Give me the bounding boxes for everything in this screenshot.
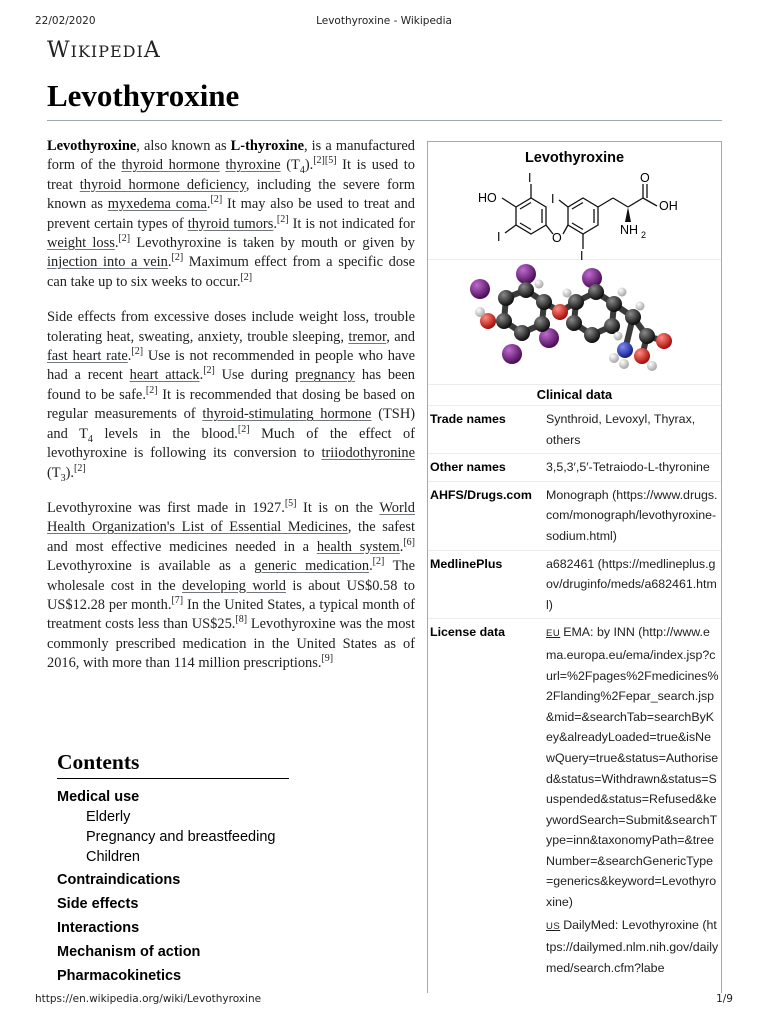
infobox-value: Synthroid, Levoxyl, Thyrax, others [546,412,696,447]
citation[interactable]: [2] [118,233,131,245]
print-page-number: 1/9 [716,993,733,1005]
citation[interactable]: [6] [403,536,416,548]
citation[interactable]: [5] [284,498,297,510]
ball-and-stick-model-image[interactable] [428,260,721,385]
citation[interactable]: [2] [210,194,223,206]
citation[interactable]: [2] [372,556,385,568]
wordmark-letter-w: W [47,38,71,63]
title-divider [47,120,722,121]
toc-item-pregnancy[interactable]: Pregnancy and breastfeeding [86,829,276,845]
link-triiodothyronine[interactable]: triiodothyronine [321,445,415,462]
print-footer [0,993,768,1007]
infobox-link-medlineplus[interactable]: a682461 (https://medlineplus.gov/druginfo/meds/a682461.html) [546,556,717,612]
citation[interactable]: [9] [321,653,334,665]
infobox-row-license-data [428,619,721,981]
infobox-section-clinical-data: Clinical data [428,385,721,406]
us-flag-icon: US [546,920,561,932]
wordmark-letter-a: A [143,38,161,63]
infobox-row-ahfs [428,482,721,551]
link-thyroid-tumors[interactable]: thyroid tumors [187,215,274,232]
infobox-row-other-names [428,454,721,482]
lead-paragraph-2: Side effects from excessive doses include weight loss, trouble tolerating heat, sweating, anxiety, trouble sleeping, tremor, and fast heart rate.[2] Use is not recommended in people who have had a recent heart attack.[2] Use during pregnancy has been found to be safe.[2] It is recommended that dosing be based on regular measurements of thyroid-stimulating hormone (TSH) and $T_4$ levels in the blood.[2] Much of the effect of levothyroxine is following its conversion to triiodothyronine $(T_3).[2]$ [47,309,416,484]
citation[interactable]: [2] [237,423,250,435]
label-ether-oxygen: O [552,231,562,245]
label-ho: HO [478,191,497,205]
infobox-label: MedlinePlus [430,556,503,571]
link-fast-heart-rate[interactable]: fast heart rate [47,348,128,365]
link-generic-medication[interactable]: generic medication [254,558,370,575]
citation[interactable]: [2] [240,272,253,284]
link-injection-into-a-vein[interactable]: injection into a vein [47,254,168,271]
citation[interactable]: [2] [131,346,144,358]
toc-item-side-effects[interactable]: Side effects [57,896,139,912]
drug-infobox [427,141,722,993]
eu-flag-icon: EU [546,628,561,640]
print-url[interactable]: https://en.wikipedia.org/wiki/Levothyroxine [35,993,262,1005]
citation[interactable]: [2] [145,385,158,397]
link-tremor[interactable]: tremor [348,328,387,345]
label-nh-subscript: 2 [641,230,647,240]
citation[interactable]: [7] [171,595,184,607]
link-thyroid-hormone[interactable]: thyroid hormone [121,157,220,174]
skeletal-formula-image[interactable] [428,170,721,260]
toc-item-children[interactable]: Children [86,849,140,865]
label-nh: NH [620,223,639,237]
print-header [0,15,768,29]
lead-paragraph-3: Levothyroxine was first made in 1927.[5] It is on the World Health Organization's List of Essential Medicines, the safest and most effective medicines needed in a health system.[6] Levothyroxine is available as a generic medication.[2] The wholesale cost in the developing world is about US$0.58 to US$12.28 per month.[7] In the United States, a typical month of treatment costs less than US$25.[8] Levothyroxine was the most commonly prescribed medication in the United States as of 2016, with more than 114 million prescriptions.[9] [47,498,416,672]
infobox-title: Levothyroxine [524,150,625,166]
citation[interactable]: [2] [276,213,289,225]
ball-and-stick-svg [428,260,721,385]
link-thyroxine[interactable]: thyroxine [225,157,281,174]
article-body [47,137,415,690]
label-iodine: I [551,192,555,206]
infobox-value [546,619,721,981]
bold-term: Levothyroxine [47,138,137,154]
infobox-row-trade-names [428,406,721,454]
link-weight-loss[interactable]: weight loss [47,235,115,252]
toc-item-pharmacokinetics[interactable]: Pharmacokinetics [57,968,182,984]
wordmark-middle: IKIPEDI [70,42,144,61]
label-carbonyl-oxygen: O [640,171,650,185]
label-iodine: I [497,230,501,244]
label-iodine: I [580,249,584,260]
link-myxedema-coma[interactable]: myxedema coma [107,196,207,213]
infobox-label: AHFS/Drugs.com [430,487,532,502]
infobox-link-ahfs[interactable]: Monograph (https://www.drugs.com/monograph/levothyroxine-sodium.html) [546,487,718,543]
link-developing-world[interactable]: developing world [182,577,286,594]
toc-item-medical-use[interactable]: Medical use [57,789,140,805]
wikipedia-wordmark[interactable] [47,38,161,63]
toc-item-elderly[interactable]: Elderly [86,809,131,825]
table-of-contents [57,750,289,986]
infobox-label: License data [430,625,506,640]
toc-item-mechanism[interactable]: Mechanism of action [57,944,201,960]
infobox-label: Trade names [430,412,506,426]
license-us[interactable]: US DailyMed: Levothyroxine (https://dailymed.nlm.nih.gov/dailymed/search.cfm?labe [546,917,719,975]
link-health-system[interactable]: health system [316,538,400,555]
lead-paragraph-1: Levothyroxine, also known as L-thyroxine, is a manufactured form of the thyroid hormone thyroxine $(T_4).[2][5]$ It is used to treat thyroid hormone deficiency, including the severe form known as myxedema coma.[2] It may also be used to treat and prevent certain types of thyroid tumors.[2] It is not indicated for weight loss.[2] Levothyroxine is taken by mouth or given by injection into a vein.[2] Maximum effect from a specific dose can take up to six weeks to occur.[2] [47,138,416,290]
citation[interactable]: [8] [235,614,248,626]
infobox-row-medlineplus [428,551,721,620]
citation[interactable]: [2] [203,365,215,377]
citation[interactable]: [2] [73,462,86,474]
link-pregnancy[interactable]: pregnancy [295,367,356,384]
link-thyroid-hormone-deficiency[interactable]: thyroid hormone deficiency [79,176,246,193]
license-eu[interactable]: EU EMA: by INN (http://www.ema.europa.eu/ema/index.jsp?curl=%2Fpages%2Fmedicines%2Flanding%2Fepar_search.jsp&mid=&searchTab=searchByKey&alreadyLoaded=true&isNewQuery=true&status=Authorised&status=Withdrawn&status=Suspended&status=Refused&keywordSearch=Submit&searchType=inn&taxonomyPath=&treeNumber=&searchGenericType=generics&keyword=Levothyroxine) [546,625,719,910]
link-heart-attack[interactable]: heart attack [129,367,200,384]
bold-term: L-thyroxine [230,138,304,154]
link-thyroid-stimulating-hormone[interactable]: thyroid-stimulating hormone [202,406,372,423]
toc-item-contraindications[interactable]: Contraindications [57,872,181,888]
toc-item-interactions[interactable]: Interactions [57,920,140,936]
toc-list [57,788,289,986]
link-who-essential-medicines[interactable]: World Health Organization's List of Essential Medicines [47,499,415,536]
skeletal-formula-svg [428,170,721,260]
infobox-label: Other names [430,460,506,475]
print-date: 22/02/2020 [35,15,96,27]
toc-title: Contents [57,750,289,779]
print-page-title: Levothyroxine - Wikipedia [316,15,452,27]
citation[interactable]: [2] [171,252,184,264]
infobox-value: 3,5,3′,5′-Tetraiodo-L-thyronine [546,460,710,475]
label-oh: OH [659,199,678,213]
label-iodine: I [528,171,532,185]
citation[interactable]: [2][5] [313,155,337,167]
page-title: Levothyroxine [47,78,240,113]
